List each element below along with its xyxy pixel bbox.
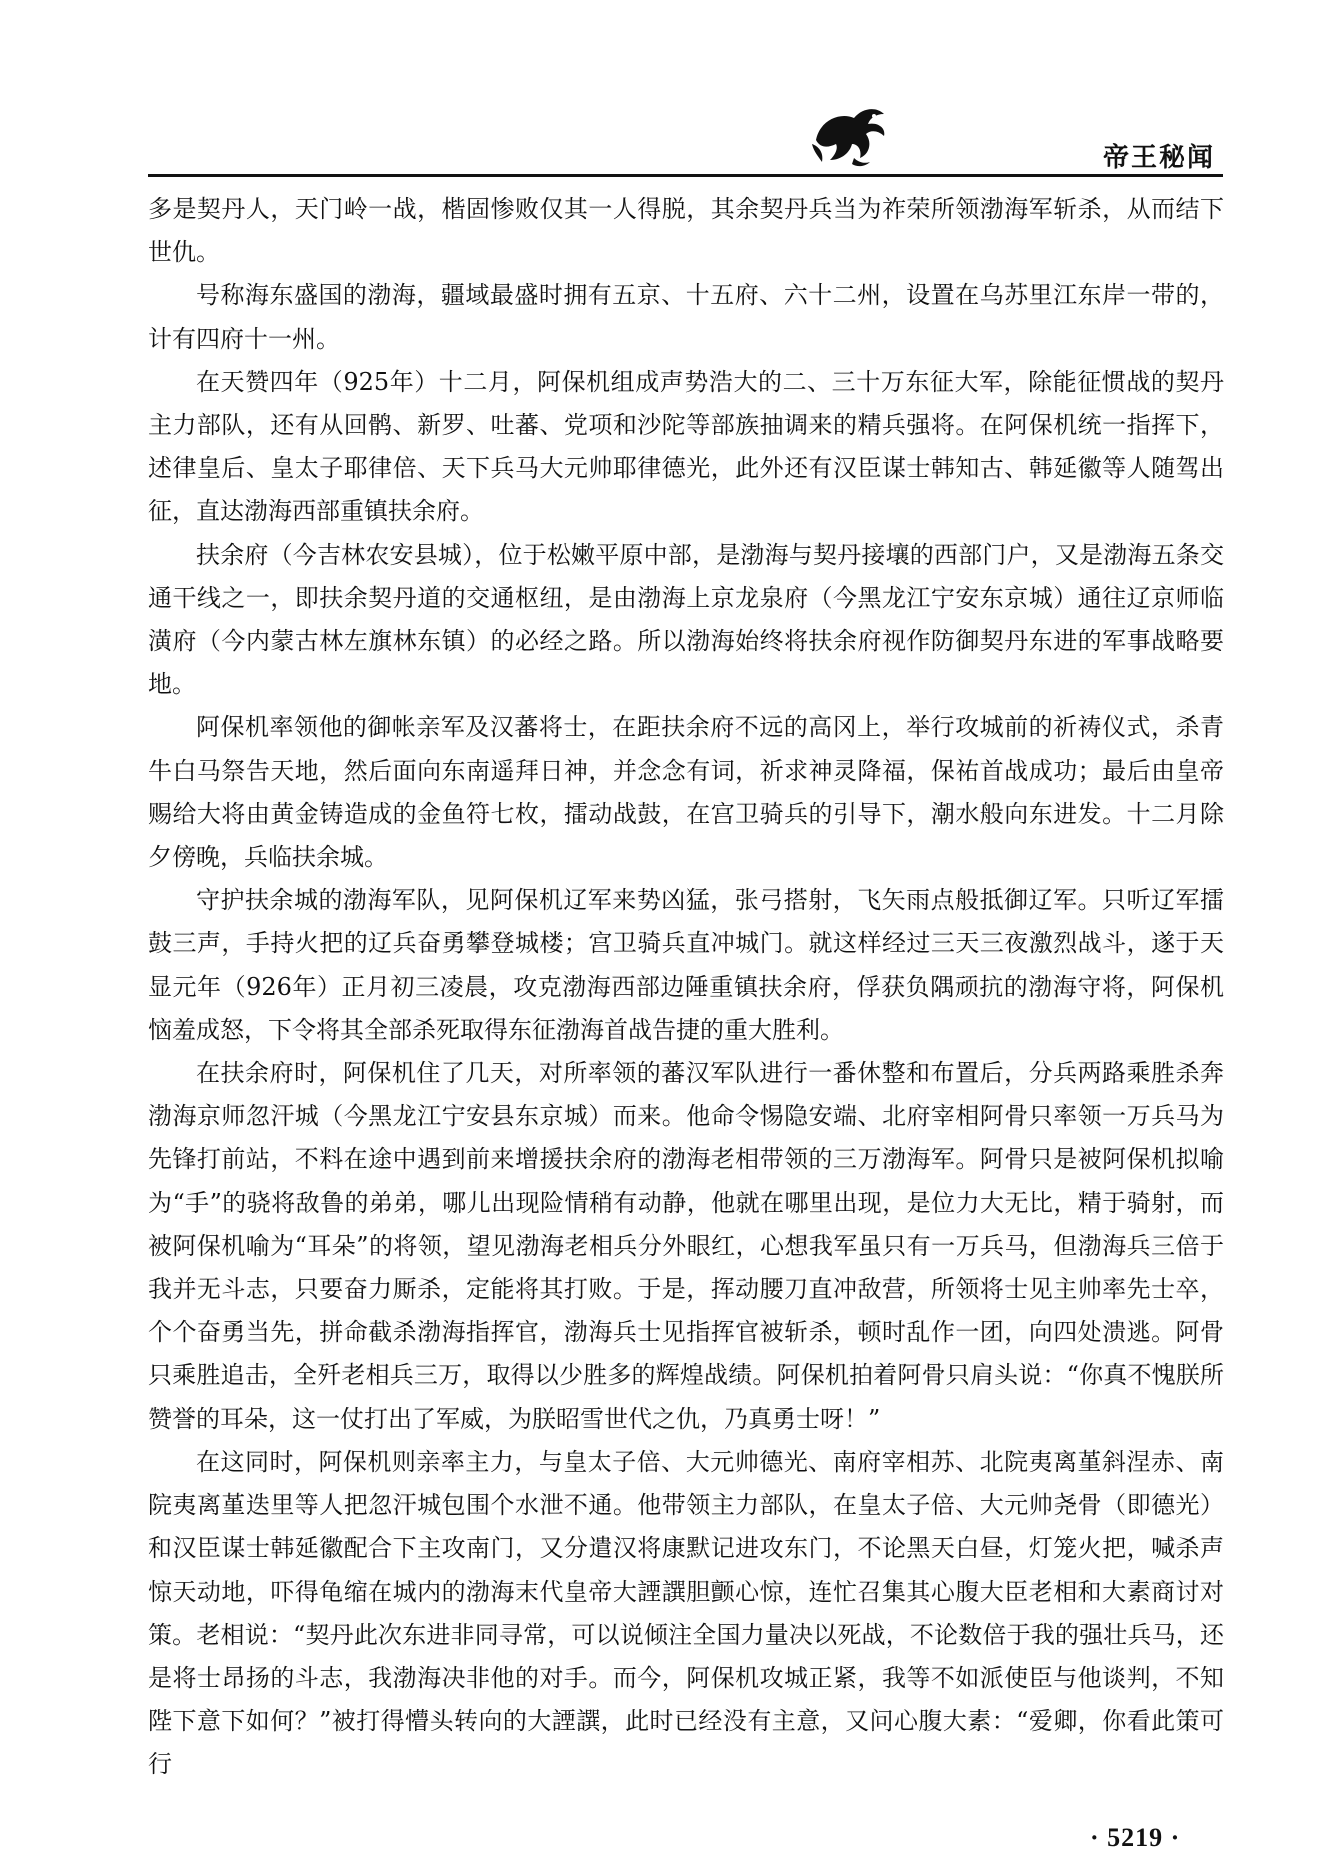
paragraph: 多是契丹人，天门岭一战，楷固惨败仅其一人得脱，其余契丹兵当为祚荣所领渤海军斩杀，从而结下世仇。: [148, 195, 1224, 267]
dragon-ornament-icon: [810, 100, 890, 170]
paragraph: 扶余府（今吉林农安县城），位于松嫩平原中部，是渤海与契丹接壤的西部门户，又是渤海五条交通干线之一，即扶余契丹道的交通枢纽，是由渤海上京龙泉府（今黑龙江宁安东京城）通往辽京师临潢府（今内蒙古林左旗林东镇）的必经之路。所以渤海始终将扶余府视作防御契丹东进的军事战略要地。: [148, 540, 1224, 699]
page-header: [0, 0, 1322, 180]
paragraph: 守护扶余城的渤海军队，见阿保机辽军来势凶猛，张弓搭射，飞矢雨点般抵御辽军。只听辽军擂鼓三声，手持火把的辽兵奋勇攀登城楼；宫卫骑兵直冲城门。就这样经过三天三夜激烈战斗，遂于天显元年（926年）正月初三凌晨，攻克渤海西部边陲重镇扶余府，俘获负隅顽抗的渤海守将，阿保机恼羞成怒，下令将其全部杀死取得东征渤海首战告捷的重大胜利。: [148, 886, 1224, 1044]
paragraph: 号称海东盛国的渤海，疆域最盛时拥有五京、十五府、六十二州，设置在乌苏里江东岸一带的，计有四府十一州。: [148, 281, 1224, 353]
paragraph: 在这同时，阿保机则亲率主力，与皇太子倍、大元帅德光、南府宰相苏、北院夷离堇斜涅赤、南院夷离堇迭里等人把忽汗城包围个水泄不通。他带领主力部队，在皇太子倍、大元帅尧骨（即德光）和汉臣谋士韩延徽配合下主攻南门，又分遣汉将康默记进攻东门，不论黑天白昼，灯笼火把，喊杀声惊天动地，吓得龟缩在城内的渤海末代皇帝大諲譔胆颤心惊，连忙召集其心腹大臣老相和大素商讨对策。老相说：“契丹此次东进非同寻常，可以说倾注全国力量决以死战，不论数倍于我的强壮兵马，还是将士昂扬的斗志，我渤海决非他的对手。而今，阿保机攻城正紧，我等不如派使臣与他谈判，不知陛下意下如何？”被打得懵头转向的大諲譔，此时已经没有主意，又问心腹大素：“爱卿，你看此策可行: [148, 1447, 1224, 1779]
paragraph: 在天赞四年（925年）十二月，阿保机组成声势浩大的二、三十万东征大军，除能征惯战的契丹主力部队，还有从回鹘、新罗、吐蕃、党项和沙陀等部族抽调来的精兵强将。在阿保机统一指挥下，述律皇后、皇太子耶律倍、天下兵马大元帅耶律德光，此外还有汉臣谋士韩知古、韩延徽等人随驾出征，直达渤海西部重镇扶余府。: [148, 367, 1224, 526]
header-rule: [148, 174, 1223, 177]
header-title: 帝王秘闻: [1103, 143, 1216, 173]
paragraph: 在扶余府时，阿保机住了几天，对所率领的蕃汉军队进行一番休整和布置后，分兵两路乘胜杀奔渤海京师忽汗城（今黑龙江宁安县东京城）而来。他命令惕隐安端、北府宰相阿骨只率领一万兵马为先锋打前站，不料在途中遇到前来增援扶余府的渤海老相带领的三万渤海军。阿骨只是被阿保机拟喻为“手”的骁将敌鲁的弟弟，哪儿出现险情稍有动静，他就在哪里出现，是位力大无比，精于骑射，而被阿保机喻为“耳朵”的将领，望见渤海老相兵分外眼红，心想我军虽只有一万兵马，但渤海兵三倍于我并无斗志，只要奋力厮杀，定能将其打败。于是，挥动腰刀直冲敌营，所领将士见主帅率先士卒，个个奋勇当先，拼命截杀渤海指挥官，渤海兵士见指挥官被斩杀，顿时乱作一团，向四处溃逃。阿骨只乘胜追击，全歼老相兵三万，取得以少胜多的辉煌战绩。阿保机拍着阿骨只肩头说：“你真不愧朕所赞誉的耳朵，这一仗打出了军威，为朕昭雪世代之仇，乃真勇士呀！”: [148, 1059, 1224, 1433]
paragraph: 阿保机率领他的御帐亲军及汉蕃将士，在距扶余府不远的高冈上，举行攻城前的祈祷仪式，杀青牛白马祭告天地，然后面向东南遥拜日神，并念念有词，祈求神灵降福，保祐首战成功；最后由皇帝赐给大将由黄金铸造成的金鱼符七枚，擂动战鼓，在宫卫骑兵的引导下，潮水般向东进发。十二月除夕傍晚，兵临扶余城。: [148, 713, 1224, 872]
page-number: · 5219 ·: [1090, 1823, 1181, 1852]
body-text: [148, 188, 1224, 1787]
